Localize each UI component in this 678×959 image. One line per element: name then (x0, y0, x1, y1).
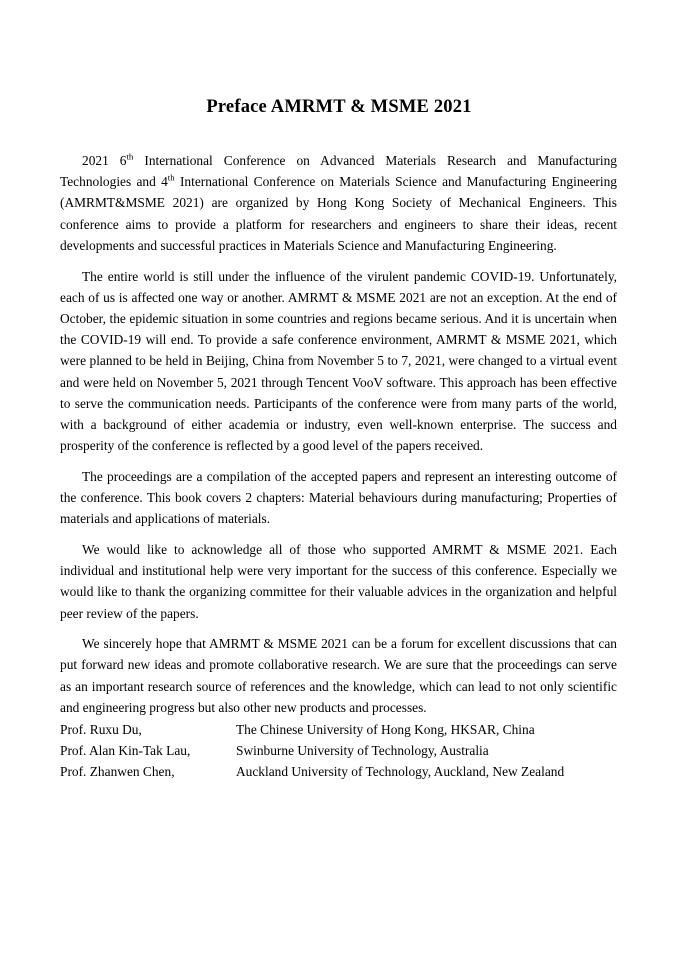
paragraph-proceedings-scope: The proceedings are a compilation of the accepted papers and represent an interesting outcome of the conference. This book covers 2 chapters: Material behaviours during manufacturing; Properties of materials and applications of materials. (60, 468, 617, 527)
paragraph-covid-impact: The entire world is still under the influence of the virulent pandemic COVID-19. Unfortunately, each of us is affected one way or another. AMRMT & MSME 2021 are not an exception. At the end of October, the epidemic situation in some countries and regions became serious. And it is uncertain when the COVID-19 will end. To provide a safe conference environment, AMRMT & MSME 2021, which were planned to be held in Beijing, China from November 5 to 7, 2021, were changed to a virtual event and were held on November 5, 2021 through Tencent VooV software. This approach has been effective to serve the communication needs. Participants of the conference were from many parts of the world, with a background of either academia or industry, even well-known enterprise. The success and prosperity of the conference is reflected by a good level of the papers received. (60, 268, 617, 454)
ordinal-superscript-sixth: th (126, 151, 134, 162)
paragraph-conference-intro (60, 150, 617, 256)
paragraph-acknowledgements: We would like to acknowledge all of those who supported AMRMT & MSME 2021. Each individual and institutional help were very important for the success of this conference. Especially we would like to thank the organizing committee for their valuable advices in the organization and helpful peer review of the papers. (60, 541, 617, 621)
page-title: Preface AMRMT & MSME 2021 (206, 97, 472, 118)
signatory-name: Prof. Ruxu Du, (60, 722, 142, 737)
signatory-affiliation: Swinburne University of Technology, Australia (236, 743, 489, 759)
signatory-name: Prof. Alan Kin-Tak Lau, (60, 743, 191, 759)
paragraph-text-mid: International Conference on Advanced Materials Research and Manufacturing Technologies and 4 (60, 153, 617, 190)
signature-block (60, 719, 617, 783)
signatory-row (60, 761, 617, 782)
paragraph-closing-hope: We sincerely hope that AMRMT & MSME 2021 can be a forum for excellent discussions that can put forward new ideas and promote collaborative research. We are sure that the proceedings can serve as an important research source of references and the knowledge, which can lead to not only scientific and engineering progress but also other new products and processes. (60, 636, 617, 715)
signatory-affiliation: Auckland University of Technology, Auckland, New Zealand (236, 764, 565, 780)
ordinal-superscript-fourth: th (167, 172, 175, 183)
document-body (60, 150, 617, 718)
signatory-name: Prof. Zhanwen Chen, (60, 764, 175, 780)
signatory-row (60, 740, 617, 761)
signatory-affiliation: The Chinese University of Hong Kong, HKSAR, China (236, 722, 535, 737)
signatory-row (60, 719, 617, 740)
paragraph-text-tail: International Conference on Materials Science and Manufacturing Engineering (AMRMT&MSME 2021) are organized by Hong Kong Society of Mechanical Engineers. This conference aims to provide a platform for researchers and engineers to share their ideas, recent developments and successful practices in Materials Science and Manufacturing Engineering. (60, 174, 617, 253)
paragraph-text-lead: 2021 6 (82, 153, 127, 168)
